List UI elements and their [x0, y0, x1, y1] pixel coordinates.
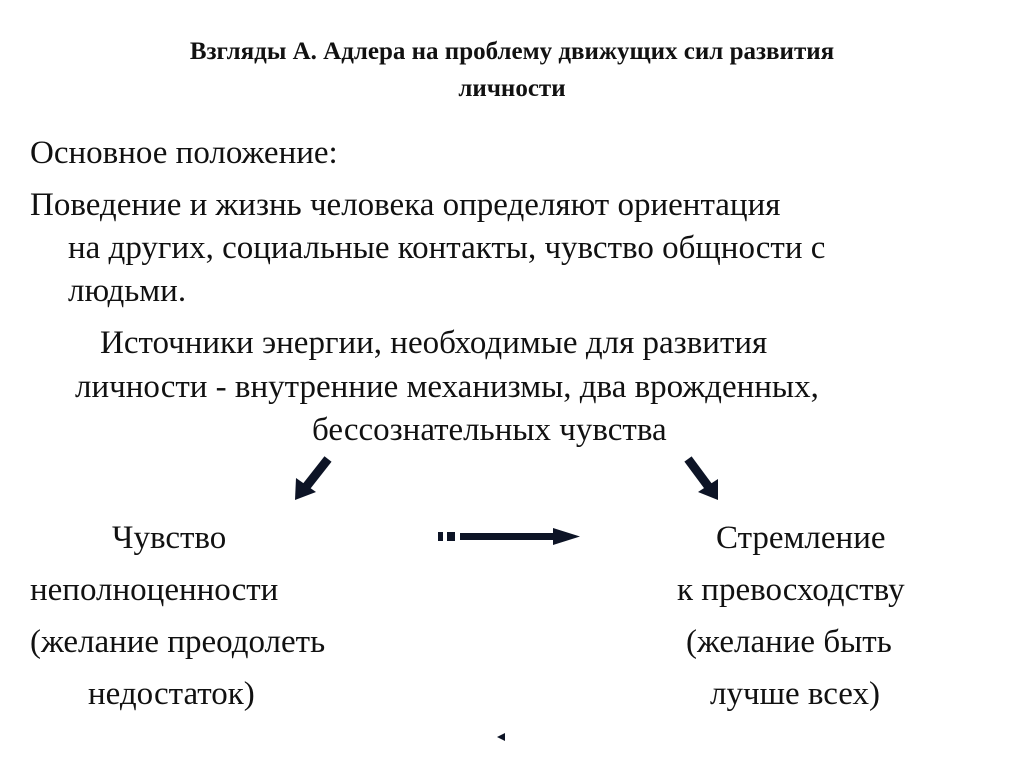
right-feeling-line-3: (желание быть — [686, 624, 892, 660]
right-feeling-line-2: к превосходству — [677, 572, 905, 608]
sources-line-1: Источники энергии, необходимые для развития — [100, 325, 768, 361]
arrow-right-icon — [438, 528, 580, 545]
slide-title-line-1: Взгляды А. Адлера на проблему движущих сил развития — [189, 38, 835, 65]
right-feeling-line-4: лучше всех) — [710, 676, 881, 712]
small-mark-icon — [497, 733, 505, 741]
sources-line-3: бессознательных чувства — [312, 412, 667, 448]
statement-line-3: людьми. — [68, 273, 187, 309]
statement-line-2: на других, социальные контакты, чувство общности с — [68, 230, 826, 266]
main-heading: Основное положение: — [30, 135, 338, 171]
statement-line-1: Поведение и жизнь человека определяют ориентация — [30, 187, 781, 223]
slide-title-line-2: личности — [458, 75, 566, 102]
arrow-down-left-icon — [295, 459, 328, 500]
left-feeling-line-4: недостаток) — [88, 676, 255, 712]
right-feeling-line-1: Стремление — [716, 520, 886, 556]
left-feeling-line-1: Чувство — [112, 520, 227, 556]
left-feeling-line-2: неполноценности — [30, 572, 279, 608]
left-feeling-line-3: (желание преодолеть — [30, 624, 326, 660]
sources-line-2: личности - внутренние механизмы, два врожденных, — [75, 369, 819, 405]
arrow-down-right-icon — [688, 459, 718, 500]
